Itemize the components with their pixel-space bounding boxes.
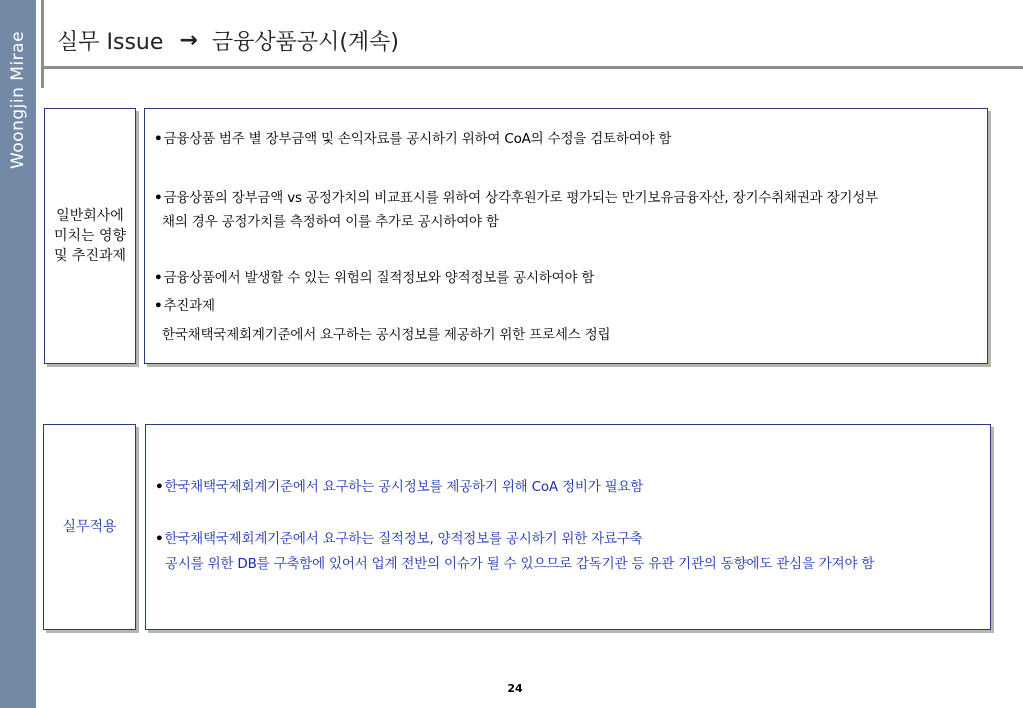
- section1-item: [154, 127, 671, 151]
- section1-label-line: 일반회사에: [56, 208, 124, 224]
- section1-item-text: 금융상품 범주 별 장부금액 및 손익자료를 공시하기 위하여 CoA의 수정을 검토하여야 함: [163, 131, 672, 147]
- header-vertical-rule: [41, 0, 44, 88]
- page-number: 24: [507, 682, 523, 695]
- section2-item-text: 한국채택국제회계기준에서 요구하는 질적정보, 양적정보를 공시하기 위한 자료구축: [164, 531, 643, 547]
- section1-item: [154, 266, 594, 290]
- section1-item: [154, 186, 878, 210]
- arrow-right-icon: →: [179, 27, 198, 53]
- section1-item-text: 추진과제: [163, 298, 215, 314]
- header-horizontal-rule: [41, 66, 1023, 69]
- section1-item-text: 금융상품의 장부금액 vs 공정가치의 비교표시를 위하여 상각후원가로 평가되는 만기보유금융자산, 장기수취채권과 장기성부: [163, 190, 878, 206]
- section2-item: [155, 527, 643, 551]
- section1-item-text: 금융상품에서 발생할 수 있는 위험의 질적정보와 양적정보를 공시하여야 함: [163, 270, 595, 286]
- section2-item-text: 한국채택국제회계기준에서 요구하는 공시정보를 제공하기 위해 CoA 정비가 필요함: [164, 479, 644, 495]
- title-prefix: 실무 Issue: [57, 29, 164, 55]
- side-brand-bar: [0, 0, 36, 708]
- section1-content-box: [144, 108, 988, 364]
- bullet-icon: •: [155, 531, 164, 547]
- section2-item: [155, 475, 643, 499]
- section1-item-detail: 한국채택국제회계기준에서 요구하는 공시정보를 제공하기 위한 프로세스 정립: [162, 327, 611, 343]
- bullet-icon: •: [154, 270, 163, 286]
- brand-name: Woongjin Mirae: [8, 30, 28, 169]
- section1-label-line: 및 추진과제: [53, 248, 127, 264]
- section1-label: [54, 206, 126, 266]
- brand-logo: [3, 12, 33, 187]
- bullet-icon: •: [154, 298, 163, 314]
- section1-item: [154, 294, 215, 318]
- section2-label-box: [43, 424, 136, 630]
- section1-item-continuation: 채의 경우 공정가치를 측정하여 이를 추가로 공시하여야 함: [162, 214, 499, 230]
- section2-item-continuation: 공시를 위한 DB를 구축함에 있어서 업계 전반의 이슈가 될 수 있으므로 감독기관 등 유관 기관의 동향에도 관심을 가져야 함: [165, 556, 875, 572]
- section1-label-box: [44, 108, 136, 364]
- section1-label-line: 미치는 영향: [53, 228, 127, 244]
- bullet-icon: •: [155, 479, 164, 495]
- page-title: [57, 24, 399, 56]
- bullet-icon: •: [154, 131, 163, 147]
- title-suffix: 금융상품공시(계속): [211, 29, 400, 55]
- section2-content-box: [145, 424, 991, 630]
- bullet-icon: •: [154, 190, 163, 206]
- section2-label: 실무적용: [62, 519, 117, 535]
